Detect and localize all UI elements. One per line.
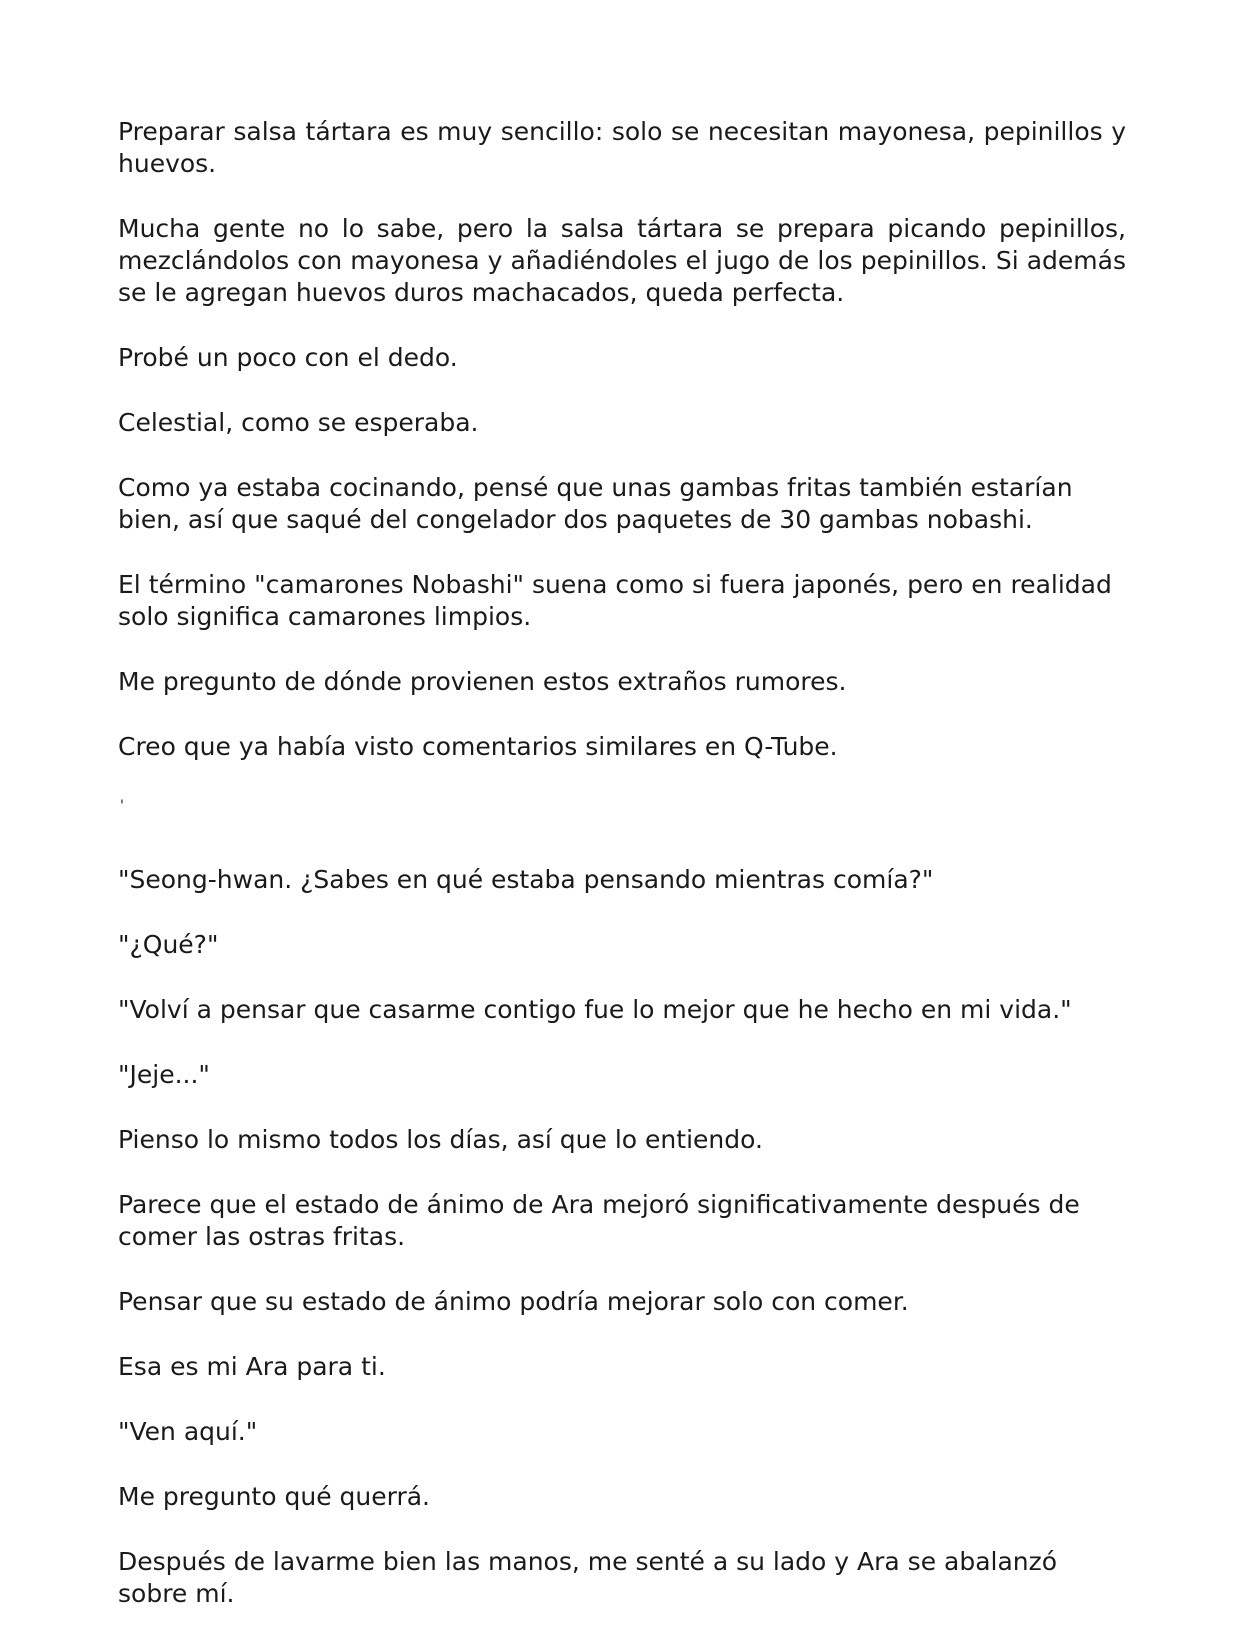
paragraph-9: "Seong-hwan. ¿Sabes en qué estaba pensando mientras comía?"	[118, 865, 934, 894]
paragraph-5: Como ya estaba cocinando, pensé que unas gambas fritas también estarían bien, así que saqué del congelador dos paquetes de 30 gambas nobashi.	[118, 473, 1073, 534]
paragraph-2: Mucha gente no lo sabe, pero la salsa tártara se prepara picando pepinillos, mezclándolos con mayonesa y añadiéndoles el jugo de los pepinillos. Si además se le agregan huevos duros machacados, queda perfecta.	[118, 214, 1126, 307]
paragraph-14: Parece que el estado de ánimo de Ara mejoró significativamente después de comer las ostras fritas.	[118, 1190, 1080, 1251]
paragraph-4: Celestial, como se esperaba.	[118, 408, 479, 437]
paragraph-16: Esa es mi Ara para ti.	[118, 1352, 386, 1381]
paragraph-19: Después de lavarme bien las manos, me senté a su lado y Ara se abalanzó sobre mí.	[118, 1547, 1058, 1608]
paragraph-15: Pensar que su estado de ánimo podría mejorar solo con comer.	[118, 1287, 909, 1316]
paragraph-10: "¿Qué?"	[118, 930, 219, 959]
paragraph-6: El término "camarones Nobashi" suena como si fuera japonés, pero en realidad solo significa camarones limpios.	[118, 570, 1112, 631]
paragraph-8: Creo que ya había visto comentarios similares en Q-Tube.	[118, 732, 838, 761]
document-body	[118, 116, 1126, 1643]
paragraph-1: Preparar salsa tártara es muy sencillo: solo se necesitan mayonesa, pepinillos y huevos.	[118, 117, 1126, 178]
paragraph-7: Me pregunto de dónde provienen estos extraños rumores.	[118, 667, 847, 696]
paragraph-17: "Ven aquí."	[118, 1417, 258, 1446]
paragraph-12: "Jeje..."	[118, 1060, 210, 1089]
paragraph-13: Pienso lo mismo todos los días, así que lo entiendo.	[118, 1125, 763, 1154]
paragraph-11: "Volví a pensar que casarme contigo fue lo mejor que he hecho en mi vida."	[118, 995, 1072, 1024]
paragraph-18: Me pregunto qué querrá.	[118, 1482, 430, 1511]
stray-mark: '	[120, 798, 124, 814]
paragraph-3: Probé un poco con el dedo.	[118, 343, 458, 372]
